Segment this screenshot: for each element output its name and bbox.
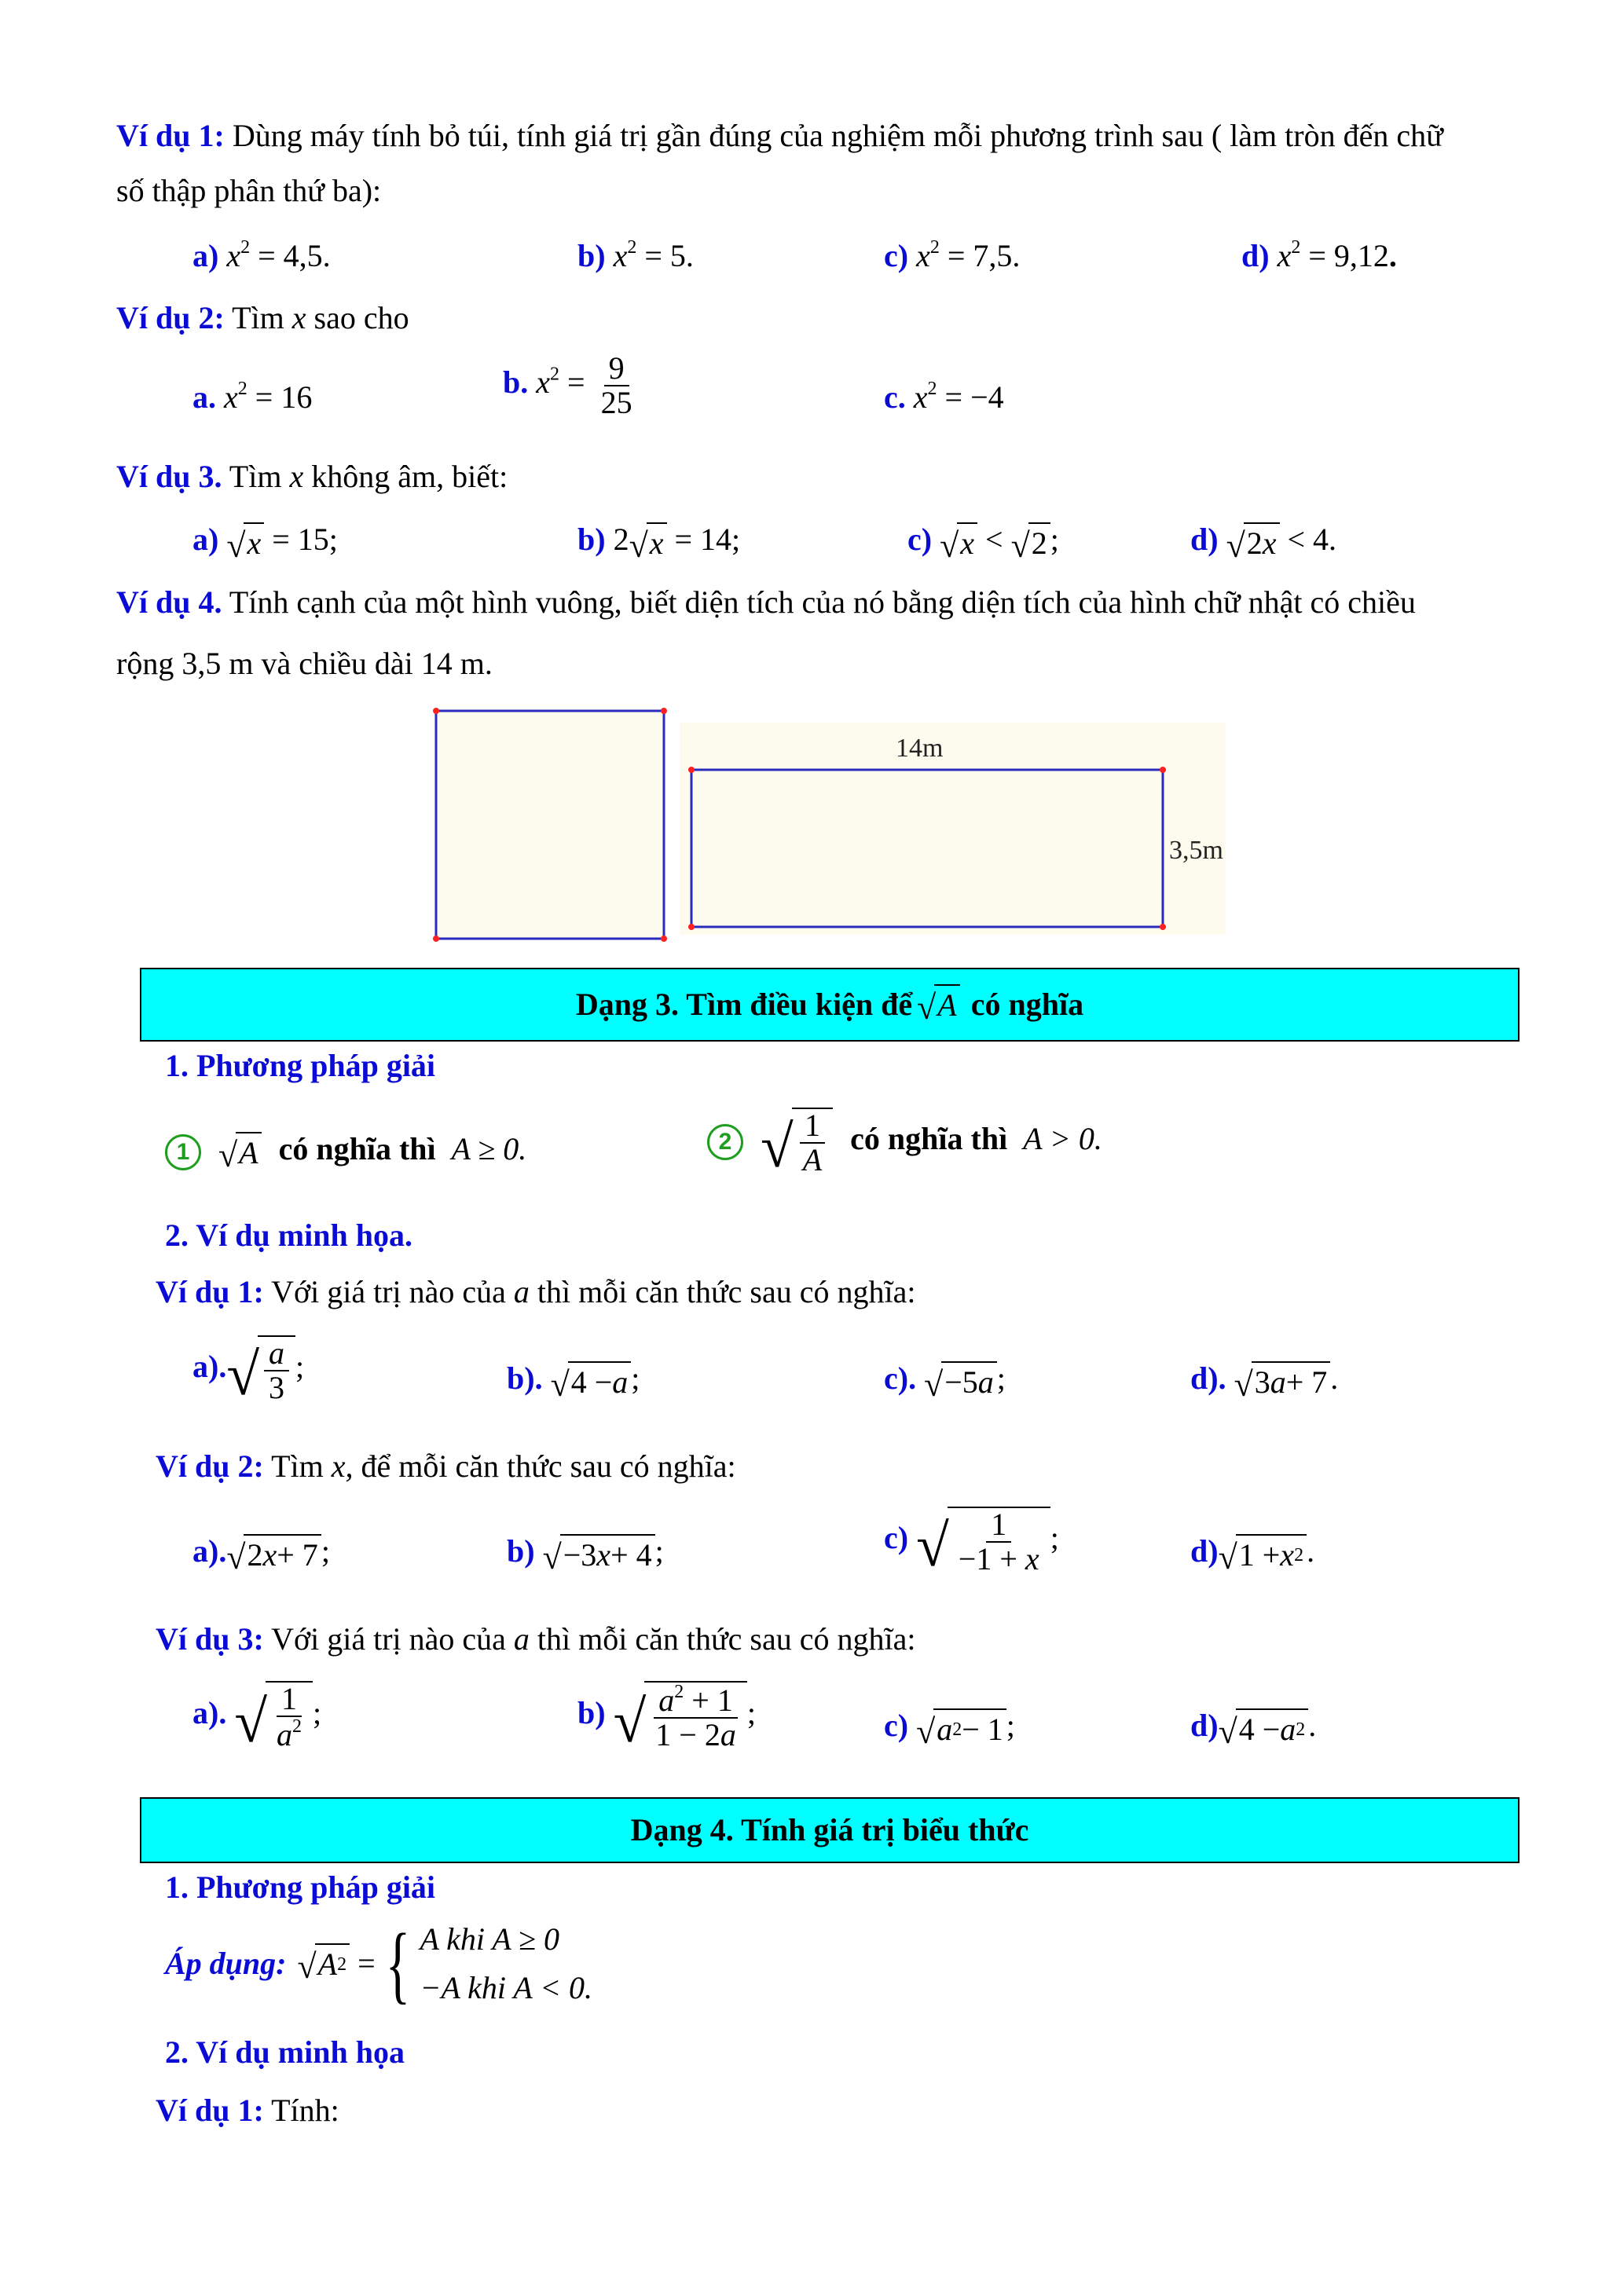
ex3-item-letter: a) bbox=[192, 522, 219, 557]
ex2-var: x bbox=[291, 300, 306, 335]
ex1-item-letter: d) bbox=[1241, 237, 1270, 273]
dang3-examples-heading: 2. Ví dụ minh họa. bbox=[165, 1218, 412, 1253]
ex4-width: 3,5 m bbox=[181, 646, 254, 681]
dang3-ex3-var: a bbox=[513, 1621, 530, 1657]
dang3-ex3-item-a: a). √ $\frac{1}{a^2}$ ; bbox=[192, 1681, 322, 1755]
vertex-point bbox=[1160, 924, 1166, 930]
ex4-line2 bbox=[116, 644, 493, 683]
dang3-ex1-item-a: a). √ $\frac{a}{3}$ ; bbox=[192, 1335, 305, 1408]
dang4-ex1-label: Ví dụ 1: bbox=[156, 2093, 264, 2128]
rect-width-label: 3,5m bbox=[1169, 836, 1223, 865]
ex2-line bbox=[116, 298, 409, 338]
ex1-item-rhs: 5 bbox=[669, 237, 686, 273]
ex4-text: và chiều dài bbox=[261, 646, 413, 681]
dang3-ex3-item-c: c) √ a 2 − 1 ; bbox=[884, 1708, 1015, 1751]
dang3-title: có nghĩa bbox=[970, 987, 1084, 1022]
dang3-ex2-item-c: c) √ $\frac{1}{-1 + x}$ ; bbox=[884, 1507, 1059, 1579]
ex2-item-c: c. $x^2 = -4$ bbox=[884, 379, 1004, 415]
rectangle-shape bbox=[691, 770, 1163, 927]
apply-label: Áp dụng: bbox=[165, 1946, 287, 1981]
ex2-item-letter: b. bbox=[503, 364, 529, 401]
vertex-point bbox=[661, 936, 667, 942]
dang3-ex2-item-a: a). √ 2 x + 7 ; bbox=[192, 1533, 330, 1576]
dang3-ex1-item-c: c). √ −5 a ; bbox=[884, 1360, 1006, 1404]
ex3-item-rhs: = 15; bbox=[272, 522, 338, 557]
ex1-line2: số thập phân thứ ba): bbox=[116, 173, 382, 208]
ex1-item-rhs: 9,12 bbox=[1333, 237, 1389, 273]
item-letter: c). bbox=[884, 1360, 917, 1396]
ex3-label: Ví dụ 3. bbox=[116, 459, 222, 494]
ex3-var: x bbox=[289, 459, 304, 494]
dang3-ex1-line bbox=[156, 1273, 915, 1312]
dang3-ex1-label: Ví dụ 1: bbox=[156, 1274, 264, 1309]
dang3-ex1-var: a bbox=[513, 1274, 530, 1309]
dang4-examples-heading: 2. Ví dụ minh họa bbox=[165, 2034, 405, 2070]
item-letter: a). bbox=[192, 1533, 227, 1569]
item-letter: c) bbox=[884, 1520, 909, 1556]
circled-number-icon: 1 bbox=[165, 1134, 201, 1170]
ex1-item-b: b) $x^2 = 5$. bbox=[577, 237, 694, 273]
item-letter: c) bbox=[884, 1708, 909, 1743]
ex2-label: Ví dụ 2: bbox=[116, 300, 225, 335]
dang3-ex2-text: Tìm bbox=[271, 1448, 324, 1484]
dang3-title: Dạng 3. Tìm điều kiện để bbox=[575, 987, 913, 1022]
dang3-ex1-item-b: b). √ 4 − a ; bbox=[507, 1360, 640, 1404]
vertex-point bbox=[688, 767, 695, 773]
ex2-fraction bbox=[596, 352, 637, 419]
dang3-ex1-item-d: d). √ 3 a + 7 . bbox=[1190, 1360, 1339, 1404]
rect-length-label: 14m bbox=[896, 734, 944, 763]
ex3-text: không âm, biết: bbox=[311, 459, 508, 494]
dang3-ex1-text: thì mỗi căn thức sau có nghĩa: bbox=[537, 1274, 916, 1309]
dang4-banner bbox=[140, 1797, 1520, 1863]
ex1-item-rhs: 7,5 bbox=[973, 237, 1013, 273]
dang4-ex1-text: Tính: bbox=[271, 2093, 339, 2128]
ex2-text: Tìm bbox=[232, 300, 284, 335]
ex3-line bbox=[116, 457, 508, 496]
vertex-point bbox=[433, 708, 439, 714]
ex3-item-b: b) 2 √ x = 14; bbox=[577, 522, 741, 565]
vertex-point bbox=[433, 936, 439, 942]
item-letter: d). bbox=[1190, 1360, 1226, 1396]
case-line: −A khi A < 0. bbox=[420, 1970, 593, 2005]
dang3-ex1-text: Với giá trị nào của bbox=[271, 1274, 506, 1309]
dang3-ex2-label: Ví dụ 2: bbox=[156, 1448, 264, 1484]
ex3-item-letter: b) bbox=[577, 522, 606, 557]
vertex-point bbox=[688, 924, 695, 930]
dang4-method-heading: 1. Phương pháp giải bbox=[165, 1869, 436, 1905]
rule-text: có nghĩa thì bbox=[278, 1131, 436, 1166]
ex2-item-letter: c. bbox=[884, 379, 906, 415]
fraction-denominator: 25 bbox=[600, 385, 632, 420]
dang3-ex2-var: x, bbox=[331, 1448, 354, 1484]
item-letter: b). bbox=[507, 1360, 543, 1396]
rule-condition: A ≥ 0. bbox=[451, 1131, 527, 1166]
ex2-item-a: a. $x^2 = 16$ bbox=[192, 379, 313, 415]
ex3-item-a: a) √ x = 15; bbox=[192, 522, 338, 565]
ex2-item-rhs: −4 bbox=[970, 379, 1004, 415]
area-figure bbox=[424, 703, 1241, 954]
item-letter: a). bbox=[192, 1349, 227, 1385]
dang3-method-heading: 1. Phương pháp giải bbox=[165, 1048, 436, 1083]
ex3-item-rhs: = 14; bbox=[674, 522, 741, 557]
ex1-line1 bbox=[116, 116, 1443, 156]
circled-number-icon: 2 bbox=[707, 1124, 743, 1160]
ex1-label: Ví dụ 1: bbox=[116, 118, 225, 153]
vertex-point bbox=[661, 708, 667, 714]
ex4-label: Ví dụ 4. bbox=[116, 584, 222, 620]
square-shape bbox=[436, 711, 664, 939]
ex2-item-letter: a. bbox=[192, 379, 216, 415]
ex1-text1: Dùng máy tính bỏ túi, tính giá trị gần đúng của nghiệm mỗi phương trình sau ( làm tròn đến chữ bbox=[232, 118, 1443, 153]
ex3-item-c: c) √ x < √ 2 ; bbox=[907, 522, 1059, 565]
ex3-item-rhs: < 4. bbox=[1287, 522, 1337, 557]
dang3-ex2-item-b: b) √ −3 x + 4 ; bbox=[507, 1533, 664, 1576]
dang3-rule1: 1 √ A có nghĩa thì A ≥ 0. bbox=[165, 1130, 526, 1173]
rule-text: có nghĩa thì bbox=[850, 1121, 1008, 1157]
piecewise-cases bbox=[420, 1915, 592, 2012]
item-letter: d) bbox=[1190, 1533, 1219, 1569]
ex4-length: 14 m. bbox=[420, 646, 493, 681]
ex1-item-d: d) $x^2 = 9,12$. bbox=[1241, 237, 1397, 273]
dang3-ex2-text: để mỗi căn thức sau có nghĩa: bbox=[361, 1448, 736, 1484]
dang3-ex3-label: Ví dụ 3: bbox=[156, 1621, 264, 1657]
dang3-title-var: A bbox=[934, 984, 959, 1025]
ex2-text: sao cho bbox=[313, 300, 409, 335]
item-letter: a). bbox=[192, 1695, 227, 1731]
dang3-ex2-item-d: d) √ 1 + x 2 . bbox=[1190, 1533, 1315, 1576]
ex1-item-letter: a) bbox=[192, 237, 219, 273]
dang3-rule2: 2 √ $\frac{1}{A}$ có nghĩa thì A > 0. bbox=[707, 1108, 1102, 1177]
ex1-item-a: a) $x^2 = 4,5$. bbox=[192, 237, 331, 273]
dang3-ex3-item-d: d) √ 4 − a 2 . bbox=[1190, 1708, 1317, 1751]
ex3-item-letter: d) bbox=[1190, 522, 1219, 557]
ex1-item-letter: c) bbox=[884, 237, 909, 273]
ex3-item-letter: c) bbox=[907, 522, 933, 557]
rule-condition: A > 0. bbox=[1023, 1121, 1102, 1157]
dang3-ex3-item-b: b) √ $\frac{a^2 + 1}{1 - 2a}$ ; bbox=[577, 1682, 756, 1755]
ex4-text: Tính cạnh của một hình vuông, biết diện tích của nó bằng diện tích của hình chữ nhật có chiều bbox=[229, 584, 1416, 620]
dang3-ex3-line bbox=[156, 1620, 915, 1659]
vertex-point bbox=[1160, 767, 1166, 773]
item-letter: b) bbox=[577, 1695, 606, 1731]
case-line: A khi A ≥ 0 bbox=[420, 1921, 559, 1957]
fraction-numerator: 9 bbox=[604, 352, 629, 386]
ex1-item-c: c) $x^2 = 7,5$. bbox=[884, 237, 1021, 273]
dang3-ex3-text: Với giá trị nào của bbox=[271, 1621, 506, 1657]
ex2-item-rhs: 16 bbox=[280, 379, 313, 415]
ex3-item-d: d) √ 2 x < 4. bbox=[1190, 522, 1337, 565]
piecewise-brace: { bbox=[385, 1916, 410, 2012]
ex1-item-rhs: 4,5 bbox=[283, 237, 323, 273]
ex2-item-b: b. $x^2$ = $\frac{9}{25}$ bbox=[503, 352, 640, 419]
ex4-text: rộng bbox=[116, 646, 174, 681]
ex3-item-coef: 2 bbox=[613, 522, 629, 557]
dang4-title: Dạng 4. Tính giá trị biểu thức bbox=[630, 1812, 1029, 1847]
dang3-ex2-line bbox=[156, 1447, 736, 1486]
dang4-formula: Áp dụng: √ A 2 = { A khi A ≥ 0 −A khi A < 0. bbox=[165, 1916, 593, 2012]
ex1-item-letter: b) bbox=[577, 237, 606, 273]
dang3-banner: Dạng 3. Tìm điều kiện để √ A có nghĩa bbox=[140, 968, 1520, 1042]
dang3-ex3-text: thì mỗi căn thức sau có nghĩa: bbox=[537, 1621, 916, 1657]
ex4-line1 bbox=[116, 583, 1416, 622]
item-letter: b) bbox=[507, 1533, 535, 1569]
item-letter: d) bbox=[1190, 1708, 1219, 1743]
dang4-ex1-line bbox=[156, 2091, 339, 2130]
ex3-text: Tìm bbox=[229, 459, 282, 494]
